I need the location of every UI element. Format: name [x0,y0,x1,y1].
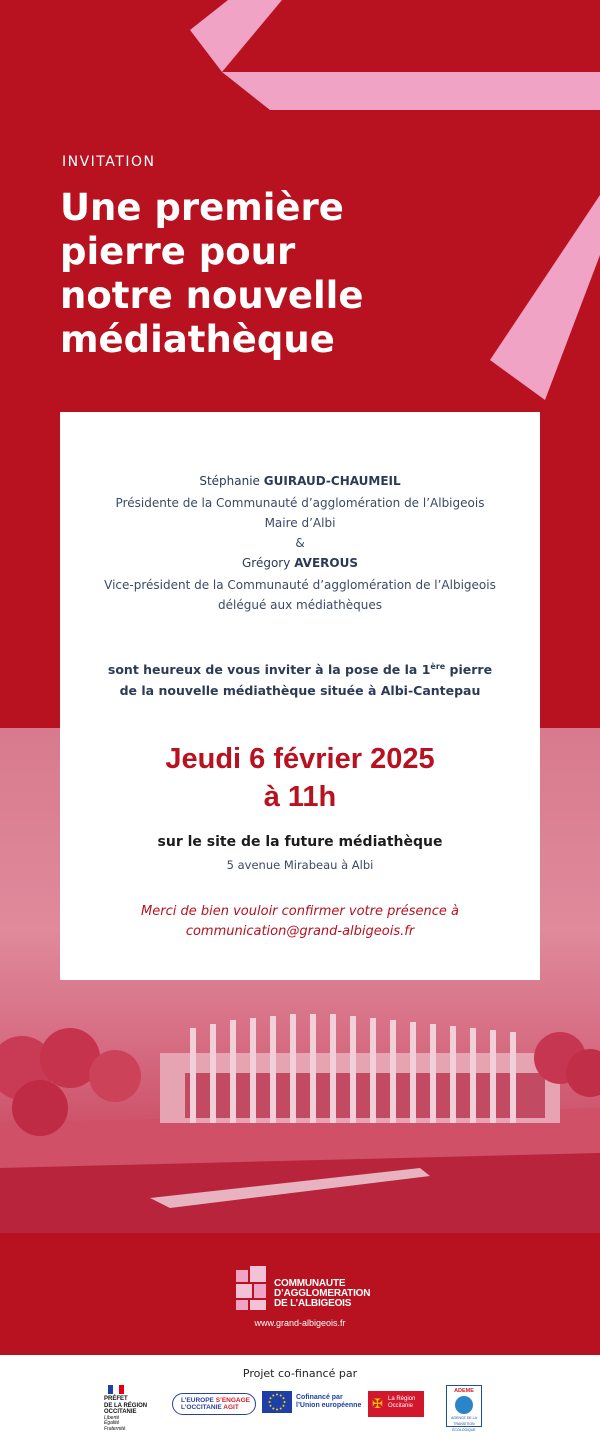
prefet-line: PRÉFET [104,1396,128,1402]
invite-text: sont heureux de vous inviter à la pose de la 1 [107,662,431,678]
event-address: 5 avenue Mirabeau à Albi [226,858,374,872]
prefet-logo [104,1385,164,1432]
event-location: sur le site de la future médiathèque [157,834,443,850]
host1-role: Présidente de la Communauté d’agglomération de l’Albigeois [115,496,485,510]
prefet-line: OCCITANIE [104,1409,137,1415]
eu-text: Cofinancé par [296,1394,343,1401]
host1-first-name: Stéphanie [199,474,260,488]
host2-first-name: Grégory [242,556,291,570]
eu-logo [262,1391,361,1413]
page-title [60,186,460,362]
occitanie-text: Occitanie [388,1403,414,1409]
rsvp-text: Merci de bien vouloir confirmer votre présence à [141,904,459,919]
occitanie-text: La Région [388,1396,416,1402]
invitation-eyebrow: INVITATION [62,154,156,170]
europe-occitanie-logo [172,1393,256,1415]
invite-text-end: pierre [445,662,493,678]
event-date: Jeudi 6 février 2025 [165,743,435,775]
host2-name [60,556,540,570]
ademe-subtitle: AGENCE DE LA [451,1416,477,1420]
agglomeration-url[interactable]: www.grand-albigeois.fr [254,1318,346,1328]
invite-line-2: de la nouvelle médiathèque située à Albi-Cantepau [119,683,481,698]
prefet-motto: Égalité [104,1420,120,1426]
ademe-globe-icon [455,1396,473,1414]
europe-text: L’OCCITANIE [181,1404,222,1411]
event-time: à 11h [263,781,337,813]
host2-last-name: AVEROUS [294,556,358,570]
europe-text: L’EUROPE [181,1397,214,1404]
ademe-subtitle: TRANSITION [453,1422,475,1426]
eu-text: l’Union européenne [296,1402,362,1409]
prefet-motto: Liberté [104,1414,120,1421]
agglo-name-line: DE L’ALBIGEOIS [274,1298,352,1309]
agglomeration-logo-icon [234,1264,274,1312]
invitation-card [60,412,540,980]
europe-text-accent: S’ENGAGE [215,1397,250,1404]
host1-last-name: GUIRAUD-CHAUMEIL [263,474,401,488]
host2-role: Vice-président de la Communauté d’agglomération de l’Albigeois [104,578,496,592]
title-line: Une première [60,186,344,229]
eu-flag-icon [262,1391,292,1413]
agglo-name-line: COMMUNAUTE [274,1278,346,1289]
ademe-subtitle: ÉCOLOGIQUE [452,1428,476,1432]
occitanie-logo [368,1391,424,1417]
title-line: médiathèque [60,318,335,361]
host1-name [60,474,540,488]
europe-text-accent: AGIT [223,1404,239,1411]
title-line: notre nouvelle [60,274,364,317]
host1-role-2: Maire d’Albi [264,516,336,530]
invite-superscript: ère [430,662,446,671]
ampersand: & [295,536,305,550]
agglo-name-line: D’AGGLOMERATION [274,1288,371,1299]
cofinanced-label: Projet co-financé par [242,1367,358,1380]
ademe-logo [446,1385,482,1432]
prefet-line: DE LA RÉGION [104,1402,148,1409]
rsvp-email[interactable]: communication@grand-albigeois.fr [185,924,415,939]
sponsor-footer [0,1355,600,1440]
host2-role-2: délégué aux médiathèques [218,598,382,612]
ademe-title: ADEME [454,1388,474,1394]
title-line: pierre pour [60,230,296,273]
agglomeration-name [274,1279,370,1309]
invite-line-1 [60,662,540,677]
occitan-cross-icon: ✠ [372,1396,383,1411]
french-flag-icon [108,1385,124,1394]
prefet-motto: Fraternité [104,1425,126,1432]
